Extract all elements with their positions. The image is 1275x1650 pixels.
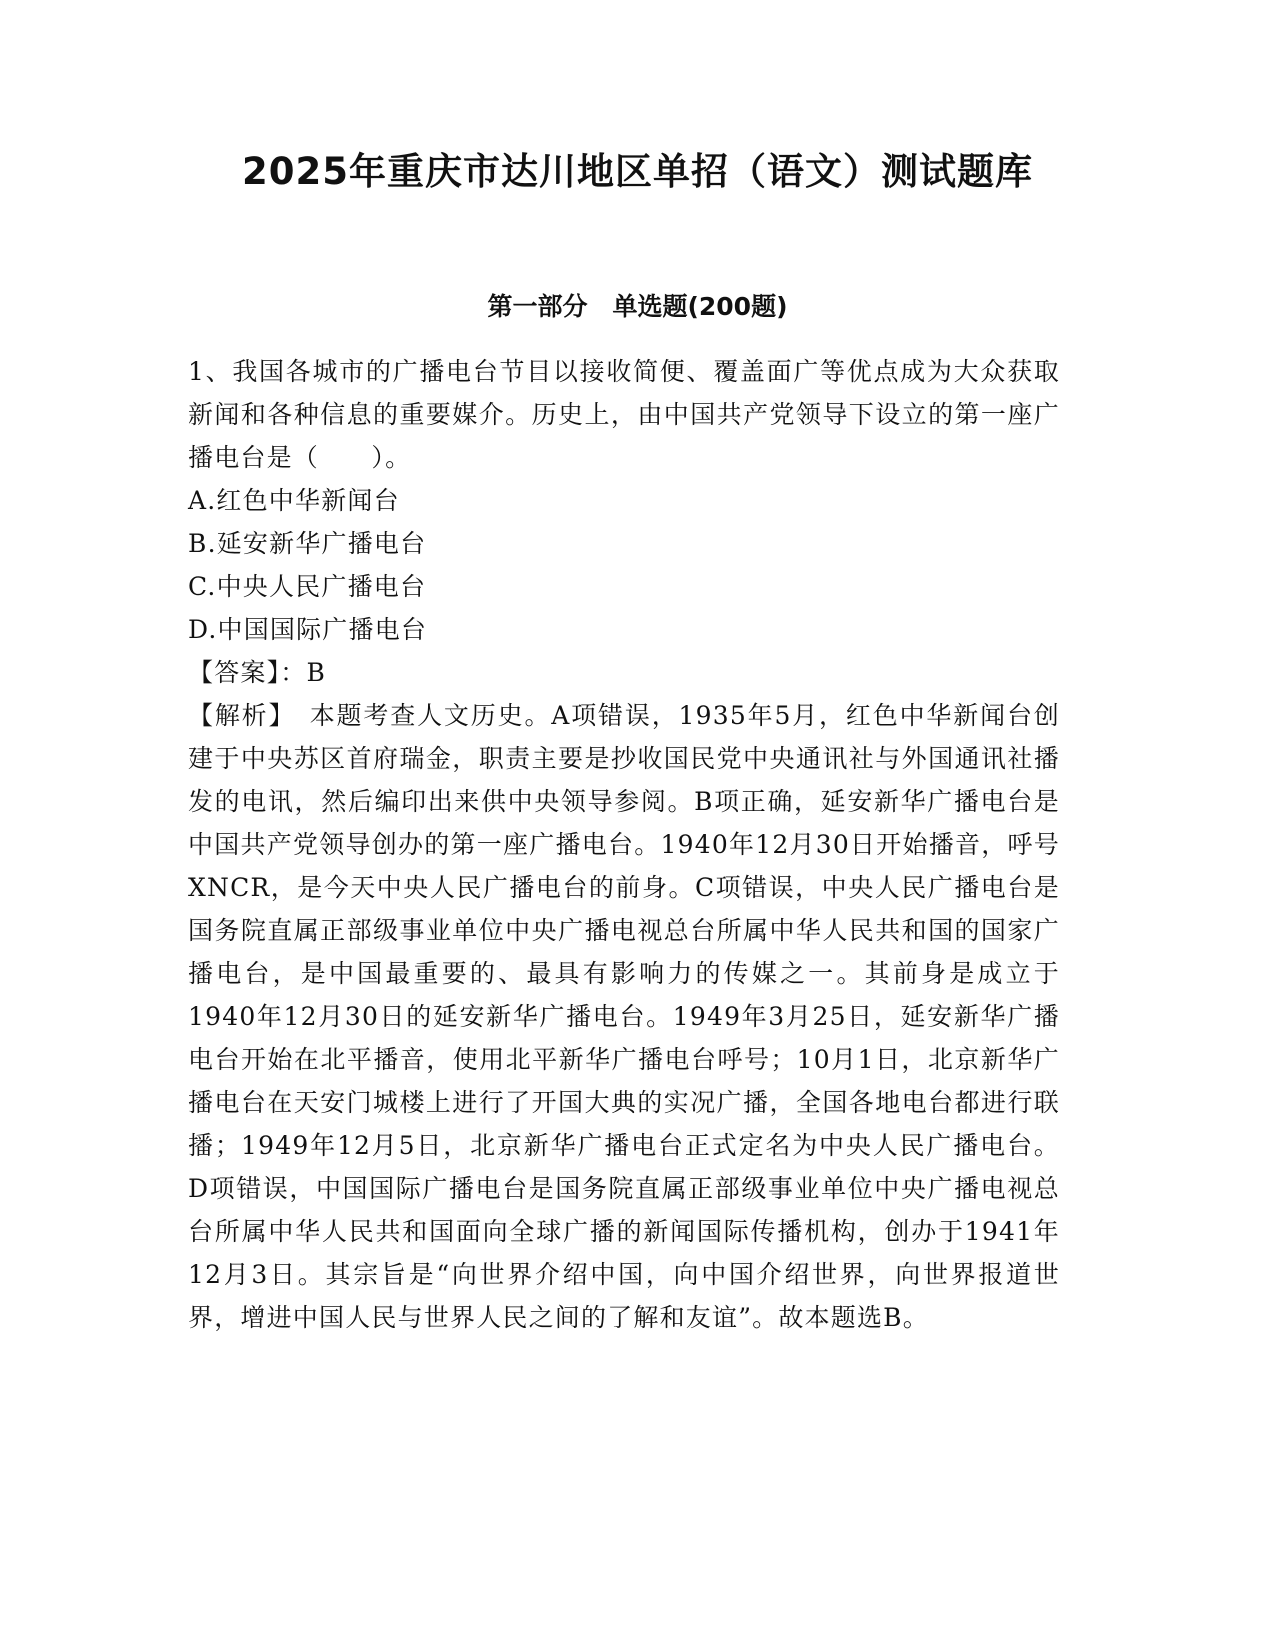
question-stem: 1、我国各城市的广播电台节目以接收简便、覆盖面广等优点成为大众获取新闻和各种信息的重要媒介。历史上，由中国共产党领导下设立的第一座广播电台是（ ）。 [188,357,1060,472]
document-title: 2025年重庆市达川地区单招（语文）测试题库 [242,150,1033,193]
option-c: C.中央人民广播电台 [188,572,427,601]
option-a: A.红色中华新闻台 [188,486,400,515]
option-b: B.延安新华广播电台 [188,529,427,558]
analysis-text: 【解析】 本题考查人文历史。A项错误，1935年5月，红色中华新闻台创建于中央苏区首府瑞金，职责主要是抄收国民党中央通讯社与外国通讯社播发的电讯，然后编印出来供中央领导参阅。B项正确，延安新华广播电台是中国共产党领导创办的第一座广播电台。1940年12月30日开始播音，呼号XNCR，是今天中央人民广播电台的前身。C项错误，中央人民广播电台是国务院直属正部级事业单位中央广播电视总台所属中华人民共和国的国家广播电台，是中国最重要的、最具有影响力的传媒之一。其前身是成立于1940年12月30日的延安新华广播电台。1949年3月25日，延安新华广播电台开始在北平播音，使用北平新华广播电台呼号；10月1日，北京新华广播电台在天安门城楼上进行了开国大典的实况广播，全国各地电台都进行联播；1949年12月5日，北京新华广播电台正式定名为中央人民广播电台。D项错误，中国国际广播电台是国务院直属正部级事业单位中央广播电视总台所属中华人民共和国面向全球广播的新闻国际传播机构，创办于1941年12月3日。其宗旨是“向世界介绍中国，向中国介绍世界，向世界报道世界，增进中国人民与世界人民之间的了解和友谊”。故本题选B。 [188,701,1060,1332]
question-block [188,350,1060,1339]
answer-line: 【答案】：B [188,658,327,687]
option-d: D.中国国际广播电台 [188,615,428,644]
section-heading: 第一部分 单选题(200题) [487,292,788,321]
